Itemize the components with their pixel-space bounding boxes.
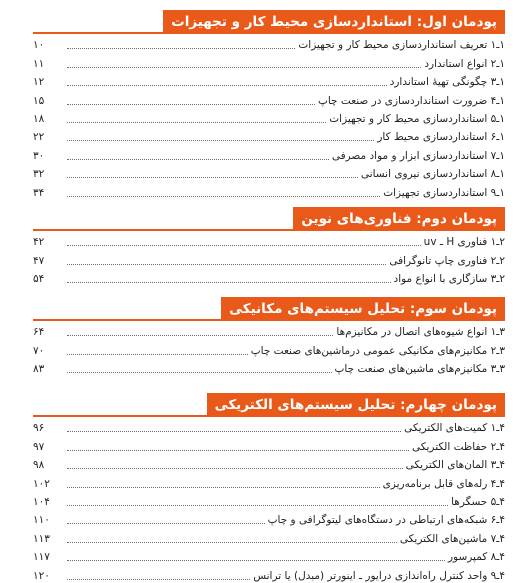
section-rule [33,32,163,34]
toc-entry[interactable] [33,181,505,199]
dot-leader [67,159,329,160]
toc-page-number: ۹۶ [33,422,45,435]
toc-entry-title: ۴ـ۵ حسگرها [451,495,505,508]
section-header [33,393,505,417]
toc-entry-title: ۱ـ۹ استانداردسازی تجهیزات [383,186,505,199]
section-rule [33,229,293,231]
dot-leader [67,48,295,49]
dot-leader [67,523,265,524]
toc-list [33,417,505,583]
toc-list [33,231,505,286]
dot-leader [67,177,358,178]
section-header [33,297,505,321]
toc-entry[interactable] [33,435,505,453]
toc-page-number: ۴۷ [33,254,45,267]
toc-entry[interactable] [33,144,505,162]
toc-section-2 [33,207,505,286]
section-title: پودمان اول: استانداردسازی محیط کار و تجهیزات [163,10,505,34]
toc-entry-title: ۴ـ۱ کمیت‌های الکتریکی [404,422,505,435]
toc-page-number: ۹۷ [33,440,45,453]
toc-entry[interactable] [33,34,505,52]
dot-leader [67,67,421,68]
toc-entry[interactable] [33,321,505,339]
toc-entry[interactable] [33,358,505,376]
toc-entry-title: ۴ـ۹ واحد کنترل راه‌اندازی درایور ـ اینورتر (مبدل) یا ترانس [253,569,505,582]
toc-entry-title: ۴ـ۴ رله‌های قابل برنامه‌ریزی [382,477,505,490]
toc-page-number: ۴۲ [33,236,45,249]
toc-entry[interactable] [33,52,505,70]
toc-page-number: ۱۱۰ [33,514,50,527]
toc-page-number: ۱۰۴ [33,495,50,508]
toc-page-number: ۱۲۰ [33,569,50,582]
section-header [33,10,505,34]
toc-page-number: ۳۴ [33,186,45,199]
toc-entry-title: ۳ـ۱ انواع شیوه‌های اتصال در مکانیزم‌ها [336,326,505,339]
toc-entry-title: ۱ـ۸ استانداردسازی نیروی انسانی [360,168,505,181]
toc-entry-title: ۱ـ۳ چگونگی تهیهٔ استاندارد [389,76,505,89]
dot-leader [67,505,448,506]
dot-leader [67,354,248,355]
dot-leader [67,140,374,141]
toc-entry[interactable] [33,71,505,89]
toc-entry-title: ۲ـ۳ سازگاری با انواع مواد [393,273,505,286]
dot-leader [67,468,403,469]
toc-entry-title: ۱ـ۵ استانداردسازی محیط کار و تجهیزات [329,112,505,125]
toc-page-number: ۵۴ [33,273,45,286]
toc-entry[interactable] [33,249,505,267]
dot-leader [67,560,445,561]
toc-page-number: ۱۱۳ [33,532,50,545]
toc-section-3 [33,297,505,376]
dot-leader [67,487,380,488]
toc-entry[interactable] [33,509,505,527]
toc-entry-title: ۳ـ۳ مکانیزم‌های ماشین‌های صنعت چاپ [334,363,505,376]
toc-entry-title: ۱ـ۶ استانداردسازی محیط کار [377,131,505,144]
dot-leader [67,542,397,543]
section-header [33,207,505,231]
toc-entry[interactable] [33,472,505,490]
toc-entry[interactable] [33,268,505,286]
toc-entry-title: ۲ـ۱ فناوری H ـ uv [423,236,505,249]
toc-entry-title: ۳ـ۲ مکانیزم‌های مکانیکی عمومی درماشین‌های صنعت چاپ [250,344,505,357]
toc-page-number: ۲۲ [33,131,45,144]
toc-entry[interactable] [33,491,505,509]
dot-leader [67,450,409,451]
dot-leader [67,282,391,283]
toc-entry-title: ۴ـ۷ ماشین‌های الکتریکی [399,532,505,545]
toc-entry[interactable] [33,163,505,181]
toc-entry-title: ۴ـ۸ کمپرسور [447,551,505,564]
toc-entry-title: ۴ـ۶ شبکه‌های ارتباطی در دستگاه‌های لیتوگرافی و چاپ [267,514,505,527]
toc-page-number: ۹۸ [33,459,45,472]
toc-section-4 [33,393,505,583]
dot-leader [67,104,315,105]
toc-page-number: ۱۸ [33,112,45,125]
toc-page-number: ۶۴ [33,326,45,339]
toc-entry-title: ۱ـ۲ انواع استاندارد [424,57,505,70]
dot-leader [67,122,326,123]
dot-leader [67,264,386,265]
dot-leader [67,372,332,373]
toc-entry[interactable] [33,417,505,435]
toc-entry[interactable] [33,339,505,357]
dot-leader [67,431,401,432]
toc-entry-title: ۱ـ۴ ضرورت استانداردسازی در صنعت چاپ [317,94,505,107]
toc-entry[interactable] [33,564,505,582]
toc-entry[interactable] [33,108,505,126]
section-title: پودمان چهارم: تحلیل سیستم‌های الکتریکی [207,393,505,417]
section-title: پودمان دوم: فناوری‌های نوین [293,207,505,231]
toc-entry[interactable] [33,527,505,545]
toc-entry-title: ۴ـ۳ المان‌های الکتریکی [405,459,505,472]
toc-entry-title: ۲ـ۲ فناوری چاپ تانوگرافی [389,254,505,267]
toc-page-number: ۳۲ [33,168,45,181]
toc-section-1 [33,10,505,200]
toc-entry-title: ۱ـ۷ استانداردسازی ابزار و مواد مصرفی [331,149,505,162]
toc-entry-title: ۴ـ۲ حفاظت الکتریکی [411,440,505,453]
toc-page-number: ۳۰ [33,149,45,162]
toc-entry[interactable] [33,231,505,249]
toc-list [33,321,505,376]
dot-leader [67,335,333,336]
toc-entry[interactable] [33,126,505,144]
toc-page-number: ۱۵ [33,94,45,107]
toc-page-number: ۱۰۲ [33,477,50,490]
section-rule [33,319,221,321]
toc-entry[interactable] [33,546,505,564]
toc-page-number: ۱۱ [33,57,45,70]
toc-page-number: ۱۰ [33,39,45,52]
toc-page-number: ۸۳ [33,363,45,376]
section-title: پودمان سوم: تحلیل سیستم‌های مکانیکی [221,297,505,321]
toc-entry[interactable] [33,89,505,107]
toc-page-number: ۱۲ [33,76,45,89]
toc-entry-title: ۱ـ۱ تعریف استانداردسازی محیط کار و تجهیزات [298,39,505,52]
toc-entry[interactable] [33,454,505,472]
dot-leader [67,245,421,246]
dot-leader [67,85,387,86]
toc-list [33,34,505,200]
toc-page-number: ۷۰ [33,344,45,357]
section-rule [33,415,207,417]
toc-page-number: ۱۱۷ [33,551,50,564]
dot-leader [67,196,380,197]
